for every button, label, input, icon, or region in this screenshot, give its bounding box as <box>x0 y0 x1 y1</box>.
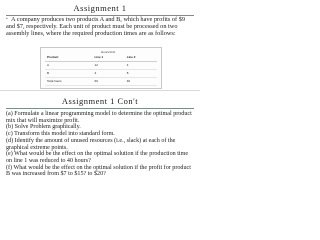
problem-text: A company produces two products A and B, which have profits of $9 and $7, respectively. Each unit of product must be processed on two assembly lines, where the required production times are as follows: <box>6 16 186 37</box>
assignment-slide-1 <box>0 0 200 90</box>
bullet-icon: ▪ <box>6 17 8 22</box>
table-row <box>45 70 157 78</box>
table-cell: 40 <box>125 78 157 86</box>
task-item-b: (b) Solve Problem graphically. <box>6 124 81 131</box>
table-header-row <box>45 54 157 62</box>
column-header: Line 2 <box>125 54 157 62</box>
table-cell: B <box>45 70 93 78</box>
problem-statement <box>6 17 190 37</box>
table-cell: 12 <box>93 62 125 70</box>
task-item-a: (a) Formulate a linear programming model to determine the optimal product mix that will maximize profit. <box>6 111 192 124</box>
table-row <box>45 62 157 70</box>
slide-title: Assignment 1 <box>73 3 127 13</box>
table-cell: 4 <box>93 70 125 78</box>
title-divider <box>6 108 194 109</box>
production-time-table <box>40 47 162 89</box>
column-header: Line 1 <box>93 54 125 62</box>
table-caption: Hours/Unit <box>101 50 116 54</box>
task-list <box>6 111 194 178</box>
table-cell: Total hours <box>45 78 93 86</box>
assignment-slide-2 <box>0 93 200 178</box>
task-item-e: (e) What would be the effect on the optimal solution if the production time on line 1 was reduced to 40 hours? <box>6 151 189 164</box>
slide-title: Assignment 1 Con't <box>61 96 139 106</box>
table-row <box>45 78 157 86</box>
column-header: Product <box>45 54 93 62</box>
table-cell: 60 <box>93 78 125 86</box>
table-cell: A <box>45 62 93 70</box>
task-item-d: (d) Identify the amount of unused resources (i.e., slack) at each of the graphical extreme points. <box>6 137 176 151</box>
data-table <box>45 54 157 86</box>
table-cell: 8 <box>125 70 157 78</box>
table-cell: 4 <box>125 62 157 70</box>
task-item-c: (c) Transform this model into standard form. <box>6 131 115 138</box>
task-item-f: (f) What would be the effect on the optimal solution if the profit for product B was increased from $7 to $15? to $20? <box>6 164 191 178</box>
